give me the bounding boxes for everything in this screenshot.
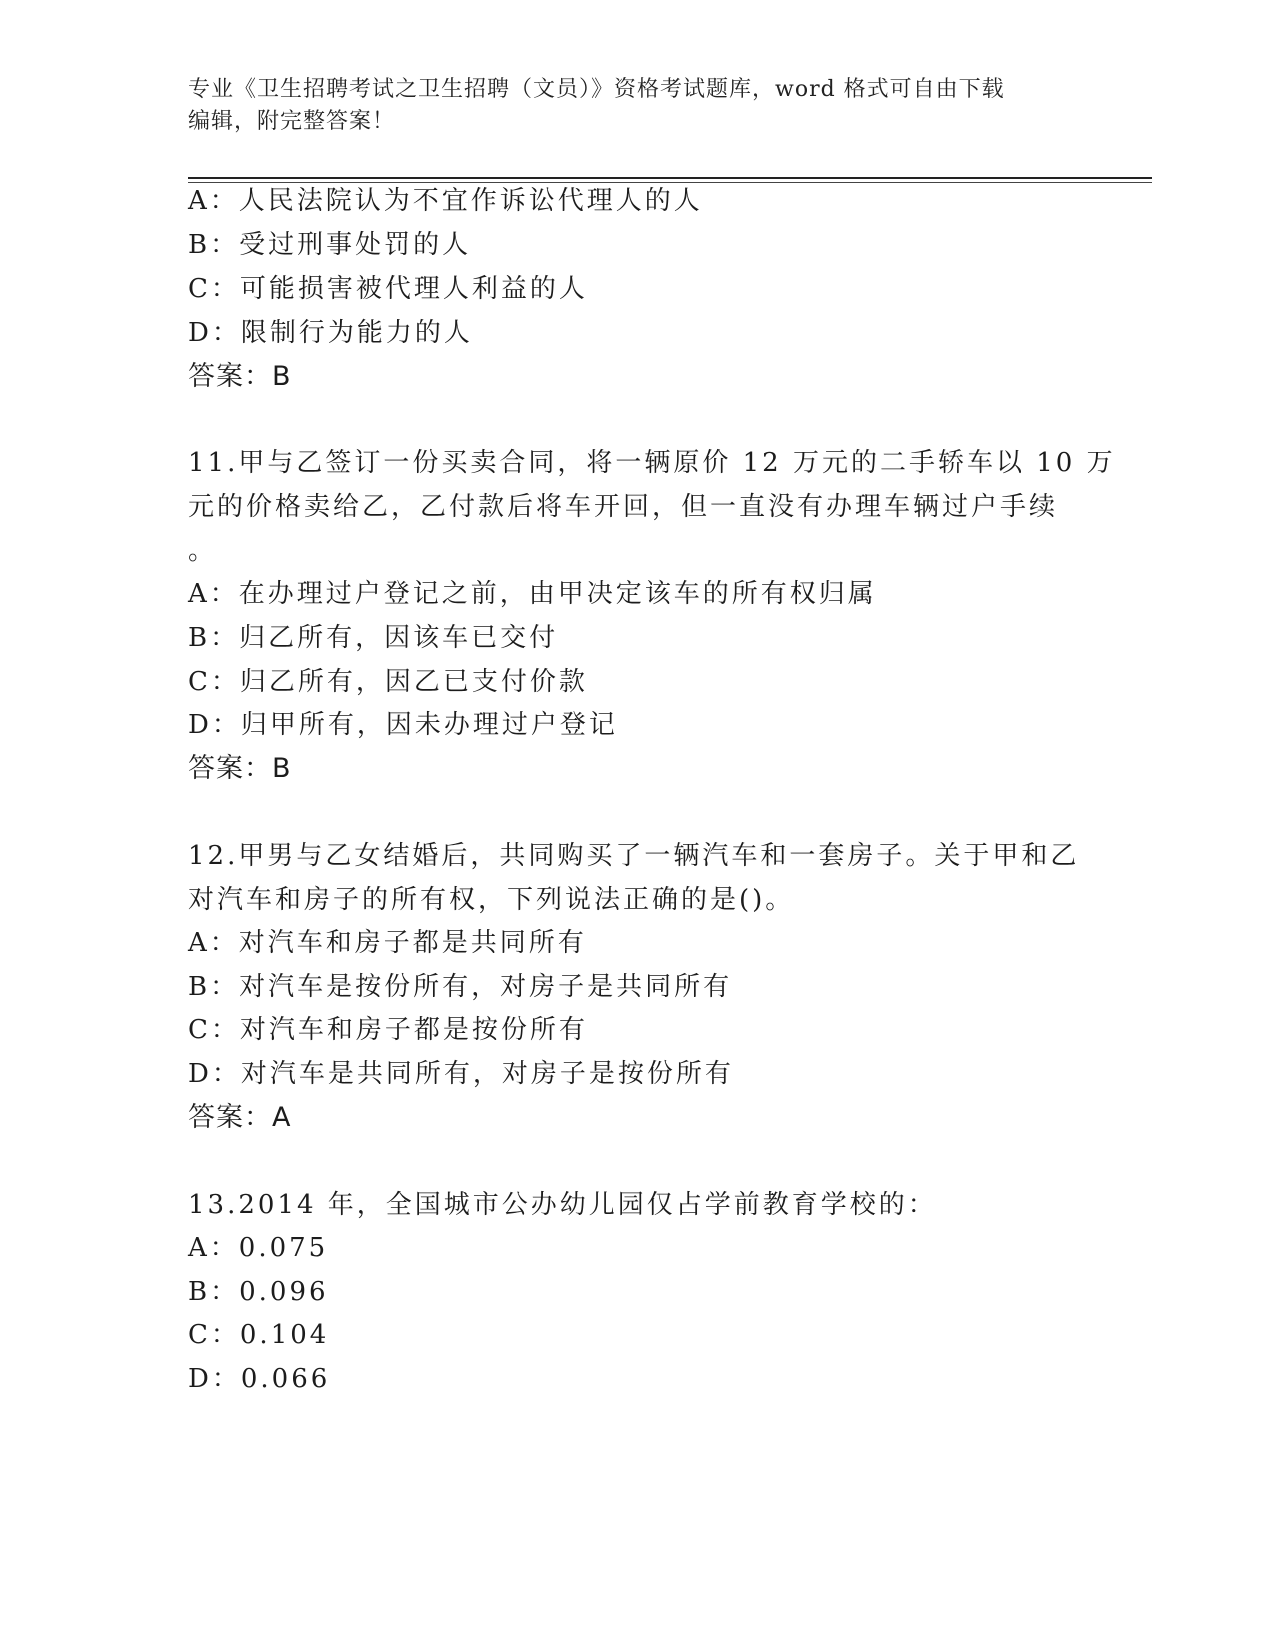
q10-answer: 答案：B <box>188 361 292 392</box>
q11-option-a: A：在办理过户登记之前，由甲决定该车的所有权归属 <box>188 579 877 609</box>
q12-option-a: A：对汽车和房子都是共同所有 <box>188 928 587 958</box>
q10-option-d: D：限制行为能力的人 <box>188 318 473 348</box>
q12-option-c: C：对汽车和房子都是按份所有 <box>188 1015 588 1045</box>
q10-option-b: B：受过刑事处罚的人 <box>188 230 472 260</box>
q11-stem-line-1: 11.甲与乙签订一份买卖合同，将一辆原价 12 万元的二手轿车以 10 万 <box>188 448 1116 478</box>
q13-option-b: B：0.096 <box>188 1277 329 1307</box>
q11-option-c: C：归乙所有，因乙已支付价款 <box>188 667 588 697</box>
q11-answer: 答案：B <box>188 753 292 784</box>
q11-stem-line-3: 。 <box>188 536 218 566</box>
q13-stem-line-1: 13.2014 年，全国城市公办幼儿园仅占学前教育学校的： <box>188 1190 937 1220</box>
document-header <box>188 74 1068 138</box>
q13-option-c: C：0.104 <box>188 1320 330 1350</box>
q10-option-a: A：人民法院认为不宜作诉讼代理人的人 <box>188 186 703 216</box>
q12-answer: 答案：A <box>188 1102 292 1133</box>
q12-option-b: B：对汽车是按份所有，对房子是共同所有 <box>188 972 733 1002</box>
header-divider-thin <box>188 182 1152 183</box>
q12-option-d: D：对汽车是共同所有，对房子是按份所有 <box>188 1059 734 1089</box>
q12-stem-line-1: 12.甲男与乙女结婚后，共同购买了一辆汽车和一套房子。关于甲和乙 <box>188 841 1080 871</box>
q12-stem-line-2: 对汽车和房子的所有权，下列说法正确的是()。 <box>188 885 795 915</box>
q11-stem-line-2: 元的价格卖给乙，乙付款后将车开回，但一直没有办理车辆过户手续 <box>188 492 1059 522</box>
q10-option-c: C：可能损害被代理人利益的人 <box>188 274 588 304</box>
header-line-2: 编辑，附完整答案！ <box>188 109 396 134</box>
q13-option-d: D：0.066 <box>188 1364 331 1394</box>
q11-option-d: D：归甲所有，因未办理过户登记 <box>188 710 618 740</box>
header-divider-thick <box>188 177 1152 179</box>
q13-option-a: A：0.075 <box>188 1233 329 1263</box>
q11-option-b: B：归乙所有，因该车已交付 <box>188 623 559 653</box>
header-line-1: 专业《卫生招聘考试之卫生招聘（文员）》资格考试题库，word 格式可自由下载 <box>188 77 1005 102</box>
